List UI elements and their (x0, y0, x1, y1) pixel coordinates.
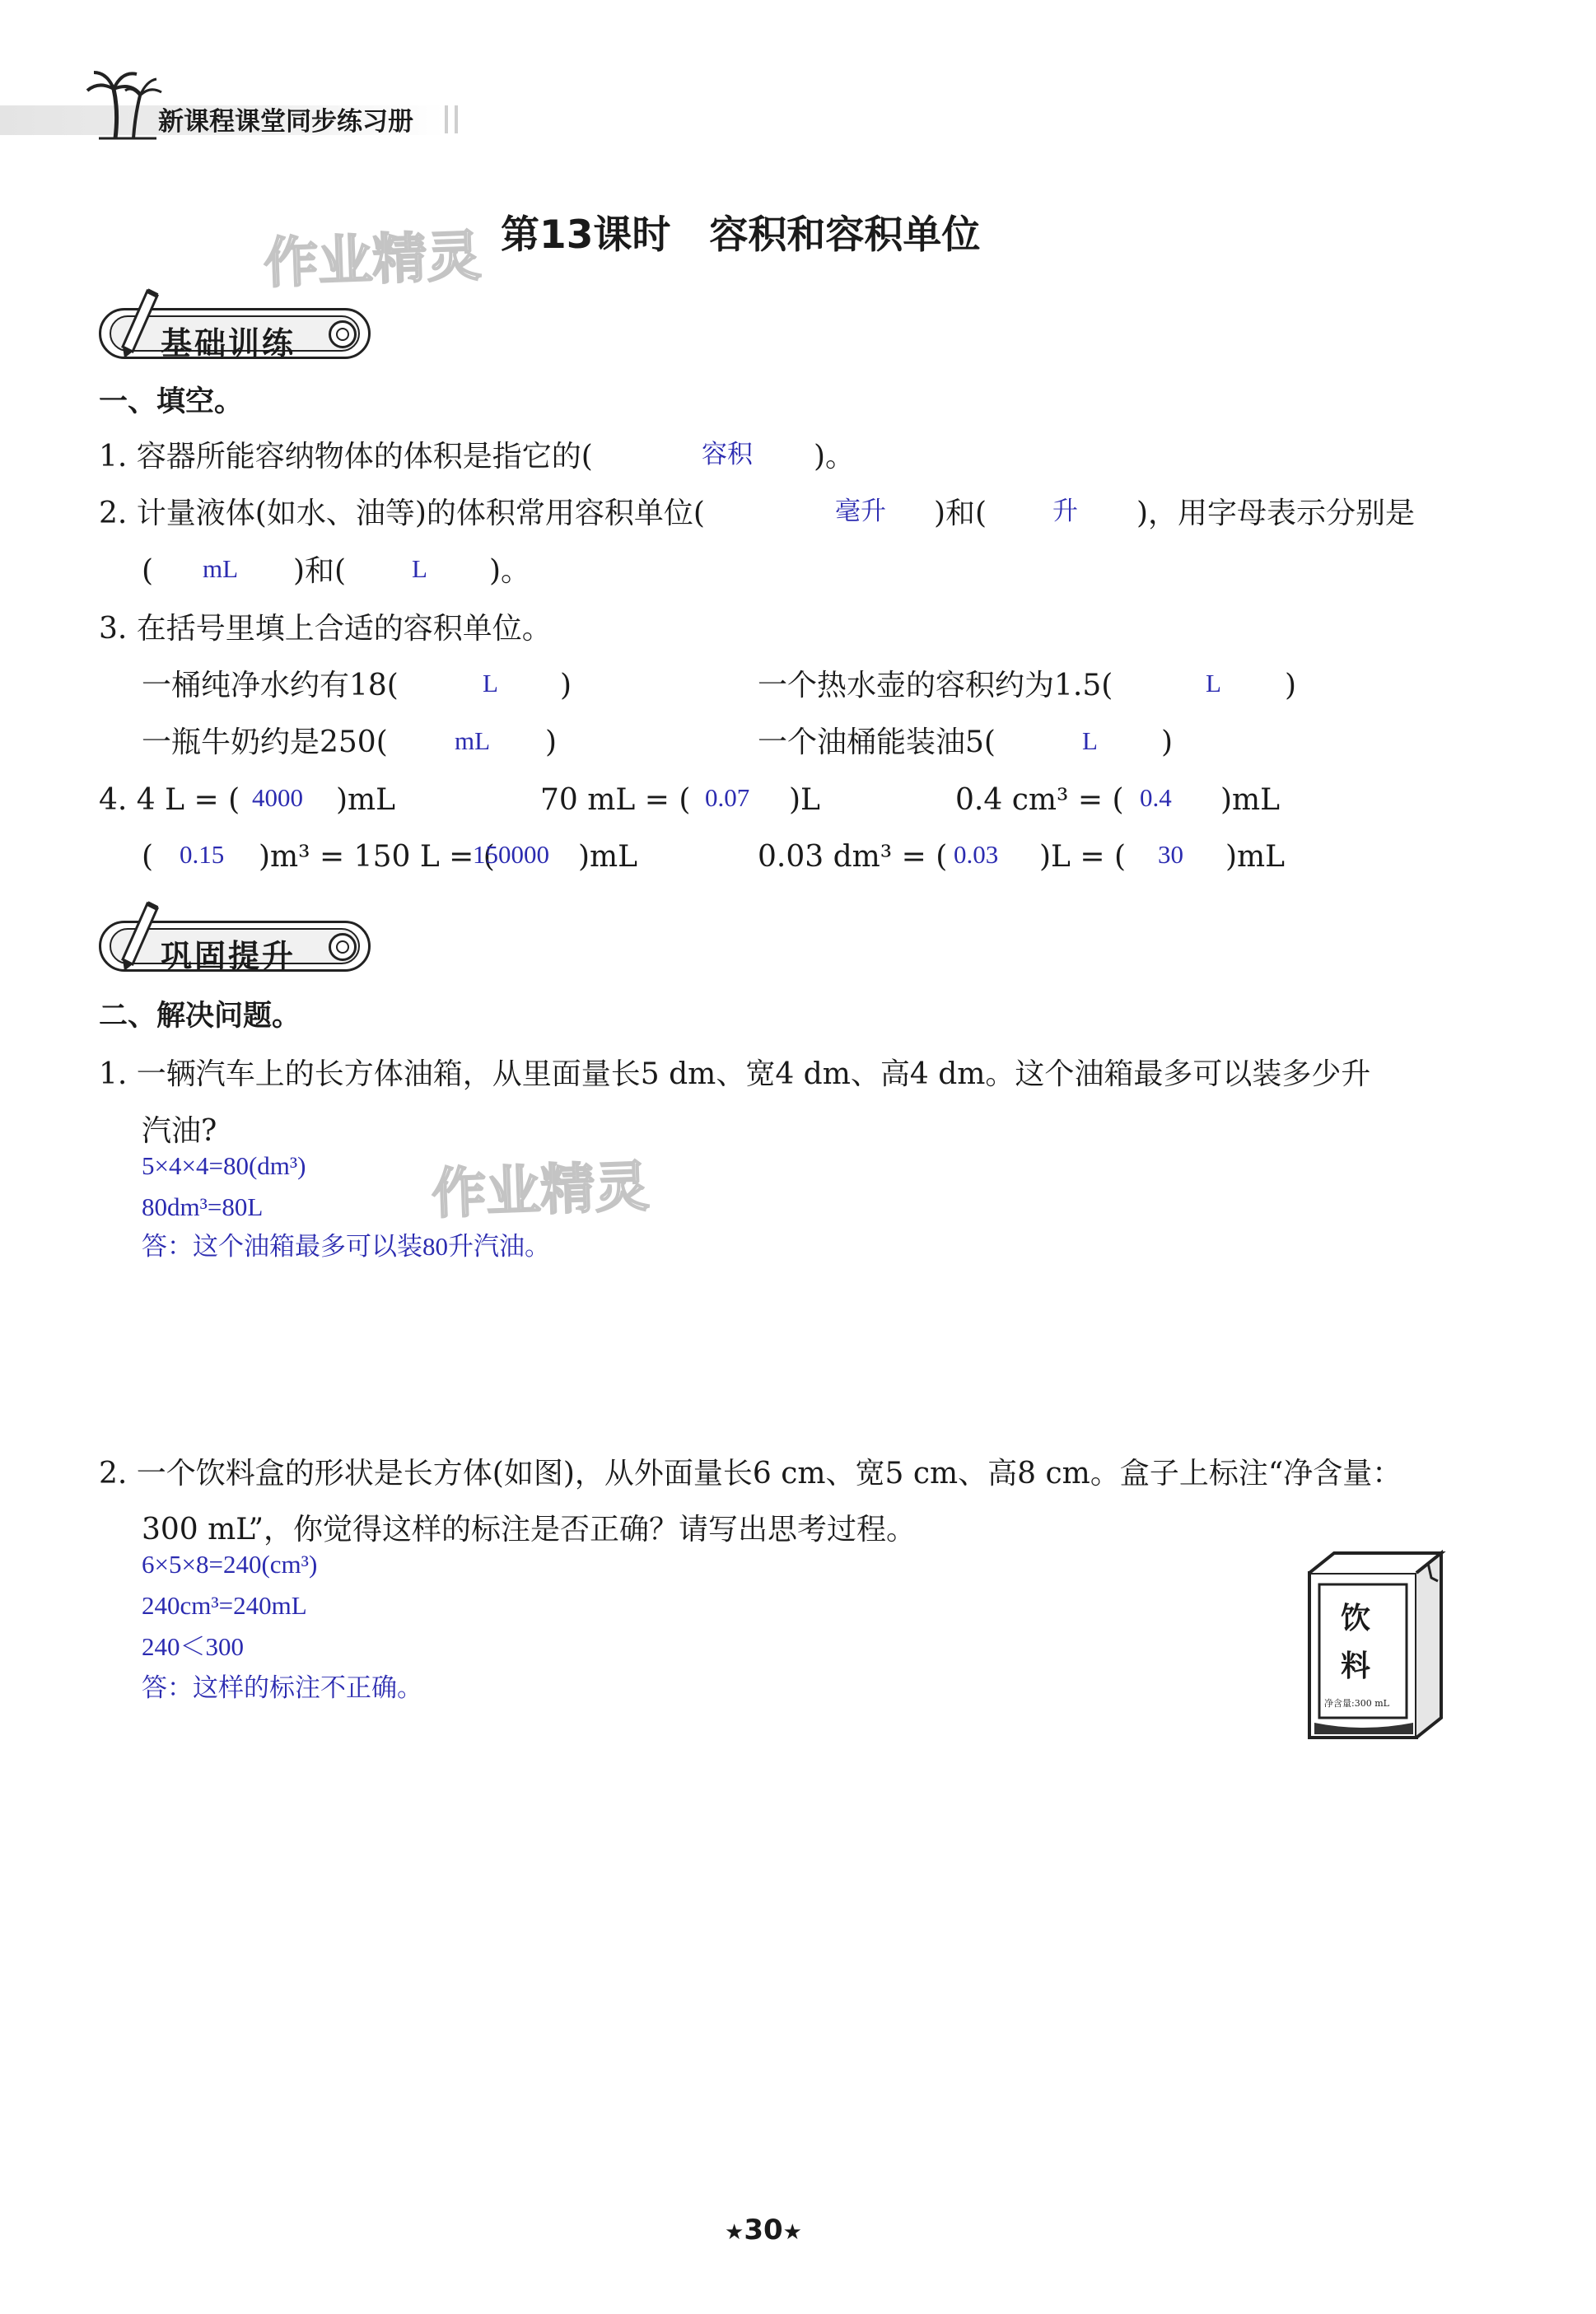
q3-item: 一个油桶能装油5( (758, 725, 996, 759)
q2-text-b: )和( (934, 497, 987, 530)
ring-icon (329, 933, 357, 961)
part2-heading: 二、解决问题。 (99, 1000, 301, 1033)
drink-box-label: 净含量:300 mL (1324, 1698, 1389, 1709)
section-title: 基础训练 (161, 325, 296, 362)
p2-q2-answer: 答：这样的标注不正确。 (142, 1673, 422, 1702)
lesson-title: 第13课时 容积和容积单位 (501, 212, 981, 258)
q2-answer1: 毫升 (835, 497, 886, 525)
q2-answer4: L (412, 554, 427, 583)
watermark: 作业精灵 (430, 1155, 651, 1226)
q4-text: 70 mL = ( (540, 783, 691, 817)
pencil-icon (114, 287, 161, 358)
header-divider (445, 105, 448, 133)
q3-item-close: ) (560, 669, 572, 702)
q3-answer: L (1206, 669, 1221, 697)
q4-answer: 30 (1158, 840, 1183, 869)
q4-answer: 4000 (252, 783, 303, 812)
p2-q2-line1: 2. 一个饮料盒的形状是长方体(如图)，从外面量长6 cm、宽5 cm、高8 cm。盒子上标注“净含量： (99, 1457, 1402, 1491)
q4-answer: 0.07 (705, 783, 750, 812)
q3-item: 一个热水壶的容积约为1.5( (758, 669, 1113, 702)
q1-text-b: )。 (814, 440, 856, 474)
page-number-row (725, 2214, 802, 2249)
section-title: 巩固提升 (161, 938, 296, 974)
q3-answer: mL (455, 726, 491, 755)
q3-item-close: ) (1161, 725, 1174, 759)
header-divider (455, 105, 458, 133)
part1-heading: 一、填空。 (99, 385, 244, 418)
q3-item-close: ) (1285, 669, 1297, 702)
drink-box-char: 饮 (1341, 1602, 1371, 1635)
page-number: 30 (744, 2214, 783, 2246)
p2-q1-answer: 答：这个油箱最多可以装80升汽油。 (142, 1232, 550, 1261)
q1-text-a: 1. 容器所能容纳物体的体积是指它的( (99, 440, 593, 474)
section-banner-basic (99, 308, 371, 362)
q4-answer: 0.15 (180, 840, 225, 869)
q2-answer2: 升 (1052, 497, 1078, 525)
q3-answer: L (1082, 726, 1098, 755)
q4-text: )mL (1225, 840, 1286, 874)
p2-q2-line2: 300 mL”，你觉得这样的标注是否正确？请写出思考过程。 (142, 1513, 916, 1547)
section-banner-advanced (99, 921, 371, 972)
q4-text: )mL (578, 840, 638, 874)
q2-text-a: 2. 计量液体(如水、油等)的体积常用容积单位( (99, 497, 705, 530)
q4-text: )m³ = 150 L = ( (259, 840, 495, 874)
q2-text-e: )和( (293, 554, 347, 588)
q2-text-c: )，用字母表示分别是 (1136, 497, 1416, 530)
q3-item: 一瓶牛奶约是250( (142, 725, 388, 759)
q4-text: )mL (1220, 783, 1281, 817)
q3-item-close: ) (545, 725, 558, 759)
q2-text-f: )。 (489, 554, 531, 588)
q2-text-d: ( (142, 554, 154, 588)
q4-answer: 0.4 (1140, 783, 1172, 812)
palm-tree-icon (82, 66, 165, 140)
drink-box-char: 料 (1341, 1649, 1371, 1683)
pencil-icon (114, 900, 161, 971)
p2-q1-work: 5×4×4=80(dm³) (142, 1151, 306, 1180)
q3-answer: L (483, 669, 498, 697)
q1-answer: 容积 (702, 440, 753, 469)
p2-q2-work: 240cm³=240mL (142, 1591, 307, 1620)
q3-item: 一桶纯净水约有18( (142, 669, 399, 702)
p2-q1-work: 80dm³=80L (142, 1192, 264, 1221)
q4-answer: 0.03 (954, 840, 999, 869)
q3-text: 3. 在括号里填上合适的容积单位。 (99, 612, 552, 646)
p2-q1-line2: 汽油? (142, 1114, 217, 1148)
q4-text: 0.03 dm³ = ( (758, 840, 948, 874)
q4-text: )L = ( (1039, 840, 1127, 874)
header-title: 新课程课堂同步练习册 (158, 107, 413, 137)
star-icon: ★ (725, 2220, 744, 2245)
q2-answer3: mL (203, 554, 239, 583)
watermark: 作业精灵 (262, 224, 483, 296)
drink-box-icon (1301, 1548, 1449, 1746)
star-icon: ★ (782, 2220, 802, 2245)
p2-q2-work: 240＜300 (142, 1632, 244, 1661)
p2-q2-work: 6×5×8=240(cm³) (142, 1550, 318, 1579)
p2-q1-line1: 1. 一辆汽车上的长方体油箱，从里面量长5 dm、宽4 dm、高4 dm。这个油箱最多可以装多少升 (99, 1057, 1371, 1091)
q4-text: 0.4 cm³ = ( (955, 783, 1124, 817)
ring-icon (329, 320, 357, 348)
q4-text: 4. 4 L = ( (99, 783, 240, 817)
q4-text: )L (789, 783, 820, 817)
q4-answer: 150000 (473, 840, 549, 869)
drink-box-illustration (1301, 1548, 1449, 1746)
q4-text: ( (142, 840, 154, 874)
q4-text: )mL (336, 783, 396, 817)
